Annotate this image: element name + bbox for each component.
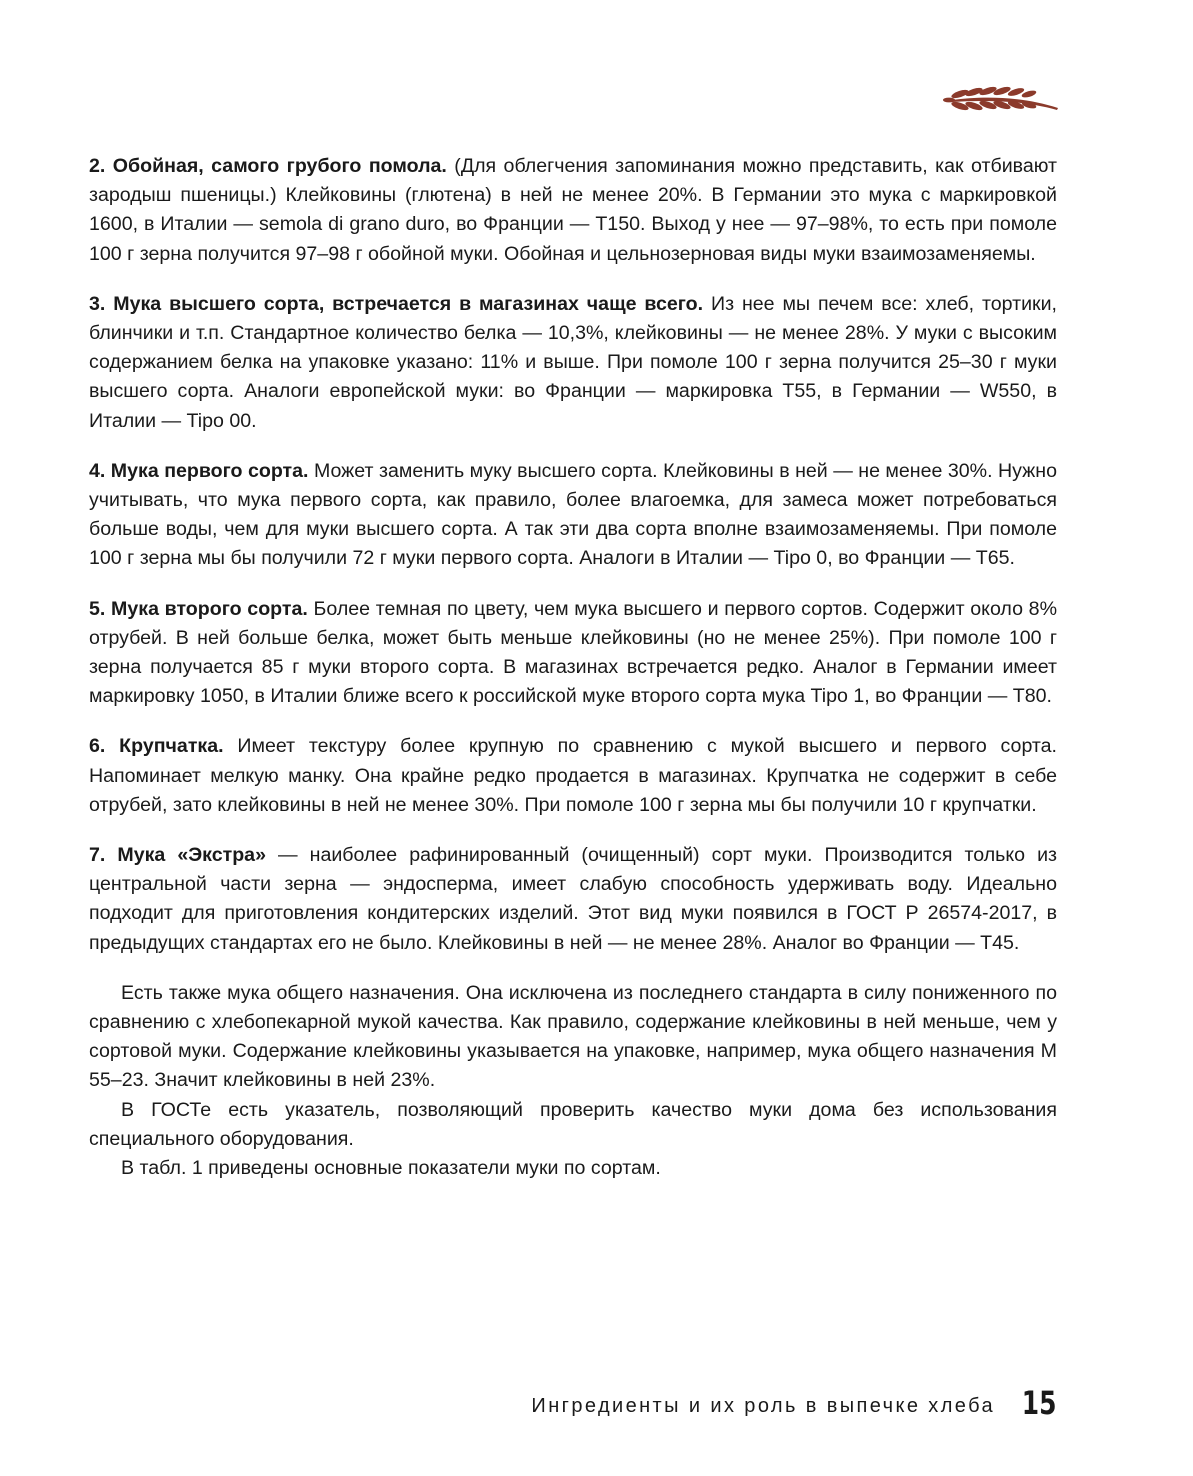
item-text: — наиболее рафинированный (очищенный) сорт муки. Производится только из центральной части зерна — эндосперма, имеет слабую способность удерживать воду. Идеально подходит для приготовления кондитерских изделий. Этот вид муки появился в ГОСТ Р 26574-2017, в предыдущих стандартах его не было. Клейковины в ней — не менее 28%. Аналог во Франции — T45. [89,844,1057,954]
list-item [89,152,1057,269]
list-item [89,841,1057,958]
item-text: Может заменить муку высшего сорта. Клейковины в ней — не менее 30%. Нужно учитывать, что мука первого сорта, как правило, более влагоемка, для замеса может потребоваться больше воды, чем для муки высшего сорта. А так эти два сорта вполне взаимозаменяемы. При помоле 100 г зерна мы бы получили 72 г муки первого сорта. Аналоги в Италии — Tipo 0, во Франции — T65. [89,459,1057,570]
list-item [89,732,1057,820]
page-number: 15 [1022,1384,1057,1422]
wheat-icon [942,74,1060,114]
item-title: 4. Мука первого сорта. [89,459,309,482]
body-paragraph: В ГОСТе есть указатель, позволяющий проверить качество муки дома без использования специального оборудования. [89,1098,1057,1150]
item-text: Имеет текстуру более крупную по сравнению с мукой высшего и первого сорта. Напоминает мелкую манку. Она крайне редко продается в магазинах. Крупчатка не содержит в себе отрубей, зато клейковины в ней не менее 30%. При помоле 100 г зерна мы бы получили 10 г крупчатки. [89,735,1058,816]
item-text: Из нее мы печем все: хлеб, тортики, блинчики и т.п. Стандартное количество белка — 10,3%, клейковины — не менее 28%. У муки с высоким содержанием белка на упаковке указано: 11% и выше. При помоле 100 г зерна получится 25–30 г муки высшего сорта. Аналоги европейской муки: во Франции — маркировка T55, в Германии — W550, в Италии — Tipo 00. [89,292,1057,432]
item-title: 5. Мука второго сорта. [89,597,308,620]
page-footer [470,1384,1057,1424]
item-title: 6. Крупчатка. [89,735,224,758]
running-title: Ингредиенты и их роль в выпечке хлеба [531,1395,995,1417]
item-title: 7. Мука «Экстра» [89,844,266,867]
list-item [89,290,1057,436]
body-paragraph: Есть также мука общего назначения. Она исключена из последнего стандарта в силу пониженного по сравнению с хлебопекарной мукой качества. Как правило, содержание клейковины в ней меньше, чем у сортовой муки. Содержание клейковины указывается на упаковке, например, мука общего назначения М 55–23. Значит клейковины в ней 23%. [89,981,1057,1092]
item-title: 3. Мука высшего сорта, встречается в магазинах чаще всего. [89,292,704,315]
list-item [89,457,1057,574]
list-item [89,595,1057,712]
item-text: Более темная по цвету, чем мука высшего и первого сортов. Содержит около 8% отрубей. В ней больше белка, может быть меньше клейковины (но не менее 25%). При помоле 100 г зерна получается 85 г муки второго сорта. В магазинах встречается редко. Аналог в Германии имеет маркировку 1050, в Италии ближе всего к российской муке второго сорта мука Tipo 1, во Франции — T80. [89,597,1057,708]
page-body [89,152,1057,1183]
item-title: 2. Обойная, самого грубого помола. [89,155,447,177]
item-text: (Для облегчения запоминания можно представить, как отбивают зародыш пшеницы.) Клейковины (глютена) в ней не менее 20%. В Германии это мука с маркировкой 1600, в Италии — semola di grano duro, во Франции — T150. Выход у нее — 97–98%, то есть при помоле 100 г зерна получится 97–98 г обойной муки. Обойная и цельнозерновая виды муки взаимозаменяемы. [89,155,1057,265]
body-paragraph: В табл. 1 приведены основные показатели муки по сортам. [121,1157,661,1180]
